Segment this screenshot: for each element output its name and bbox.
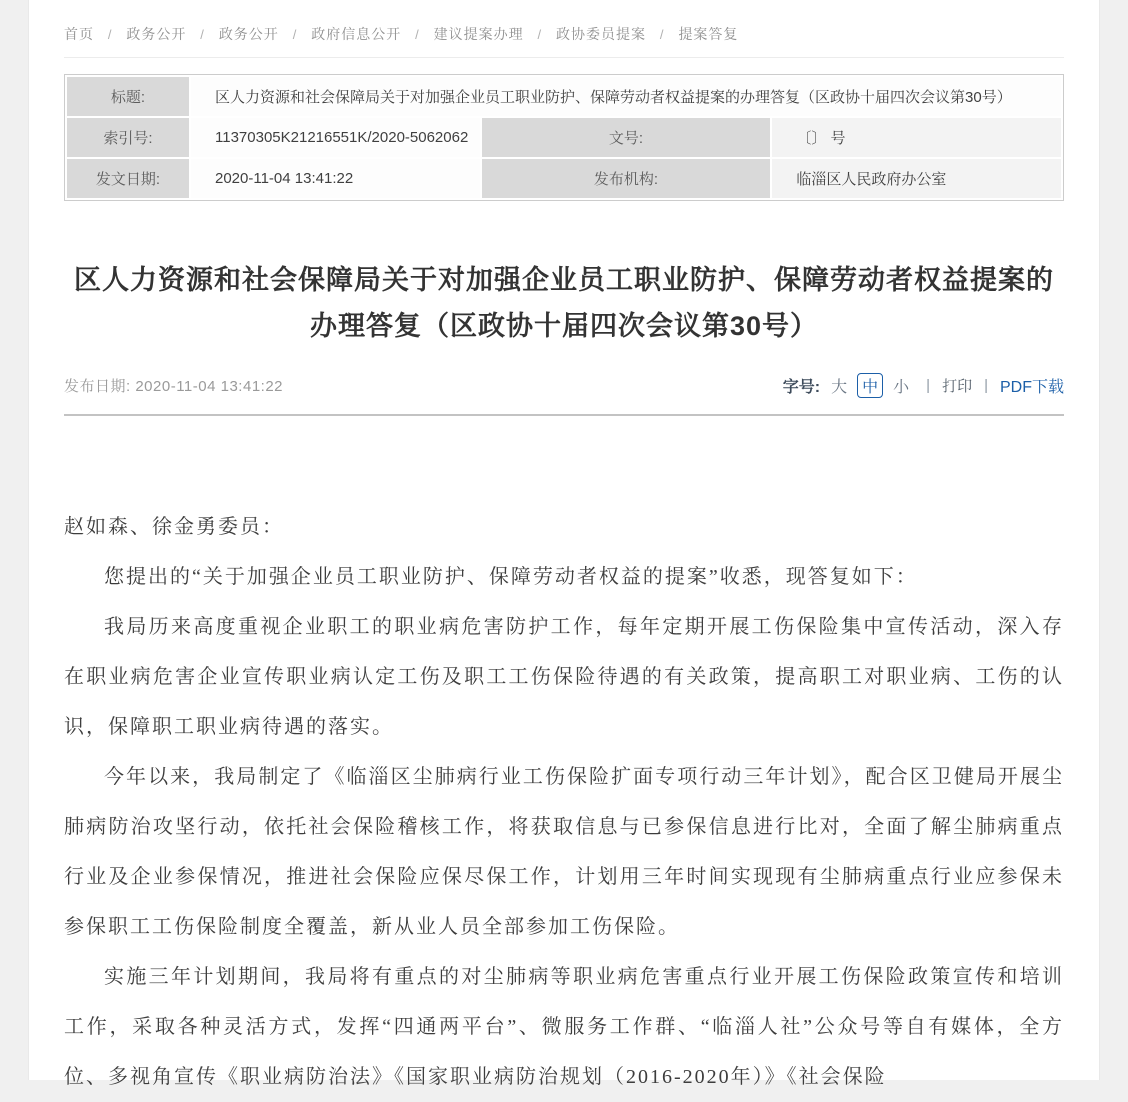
article-paragraph: 赵如森、徐金勇委员：: [64, 516, 284, 538]
meta-title-value: 区人力资源和社会保障局关于对加强企业员工职业防护、保障劳动者权益提案的办理答复（区政协十届四次会议第30号）: [191, 77, 1061, 116]
document-meta-table: [64, 74, 1064, 201]
breadcrumb-separator: /: [537, 27, 543, 42]
meta-row-title: [67, 77, 1061, 116]
font-size-large-button[interactable]: 大: [831, 379, 848, 396]
page-title: 区人力资源和社会保障局关于对加强企业员工职业防护、保障劳动者权益提案的办理答复（区政协十届四次会议第30号）: [74, 265, 1054, 341]
font-size-label: 字号:: [782, 379, 821, 396]
meta-date-value: 2020-11-04 13:41:22: [191, 159, 480, 198]
breadcrumb: [64, 0, 1064, 58]
article-paragraph: 您提出的“关于加强企业员工职业防护、保障劳动者权益的提案”收悉，现答复如下：: [104, 566, 918, 588]
meta-index-value: 11370305K21216551K/2020-5062062: [191, 118, 480, 157]
publish-date: [64, 375, 283, 396]
breadcrumb-link-proposal-reply[interactable]: 提案答复: [678, 26, 739, 42]
breadcrumb-separator: /: [659, 27, 665, 42]
font-size-medium-button[interactable]: 中: [857, 373, 883, 398]
meta-title-label: 标题:: [67, 77, 189, 116]
breadcrumb-separator: /: [292, 27, 298, 42]
font-size-small-button[interactable]: 小: [893, 379, 910, 396]
article-tools: [783, 373, 1064, 398]
print-button[interactable]: 打印: [942, 378, 973, 395]
toolbar-divider: |: [926, 377, 931, 394]
meta-docnum-value: 〔〕 号: [772, 118, 1061, 157]
article-toolbar: [64, 373, 1064, 416]
breadcrumb-link-home[interactable]: 首页: [64, 26, 94, 42]
meta-agency-label: 发布机构:: [482, 159, 771, 198]
breadcrumb-link-gov-info[interactable]: 政府信息公开: [311, 26, 402, 42]
article-paragraph: 实施三年计划期间，我局将有重点的对尘肺病等职业病危害重点行业开展工伤保险政策宣传和培训工作，采取各种灵活方式，发挥“四通两平台”、微服务工作群、“临淄人社”公众号等自有媒体，全方位、多视角宣传《职业病防治法》《国家职业病防治规划（2016-2020年）》《社会保险: [64, 966, 1064, 1088]
breadcrumb-link-gov-open-1[interactable]: 政务公开: [126, 26, 187, 42]
meta-agency-value: 临淄区人民政府办公室: [772, 159, 1061, 198]
breadcrumb-separator: /: [107, 27, 113, 42]
meta-date-label: 发文日期:: [67, 159, 189, 198]
article-body: [64, 502, 1064, 1102]
meta-index-label: 索引号:: [67, 118, 189, 157]
breadcrumb-separator: /: [200, 27, 205, 42]
article-paragraph: 今年以来，我局制定了《临淄区尘肺病行业工伤保险扩面专项行动三年计划》，配合区卫健局开展尘肺病防治攻坚行动，依托社会保险稽核工作，将获取信息与已参保信息进行比对，全面了解尘肺病重点行业及企业参保情况，推进社会保险应保尽保工作，计划用三年时间实现现有尘肺病重点行业应参保未参保职工工伤保险制度全覆盖，新从业人员全部参加工伤保险。: [64, 766, 1064, 938]
meta-docnum-label: 文号:: [482, 118, 771, 157]
breadcrumb-link-gov-open-2[interactable]: 政务公开: [218, 26, 279, 42]
toolbar-divider: |: [984, 377, 988, 394]
meta-row-date: [67, 159, 1061, 198]
publish-date-value: 2020-11-04 13:41:22: [135, 378, 284, 395]
breadcrumb-separator: /: [415, 27, 420, 42]
breadcrumb-link-cppcc-proposals[interactable]: 政协委员提案: [556, 26, 647, 42]
meta-row-index: [67, 118, 1061, 157]
publish-date-label: 发布日期:: [64, 378, 136, 395]
pdf-download-button[interactable]: PDF下载: [999, 379, 1064, 396]
content-container: [28, 0, 1100, 1088]
breadcrumb-link-proposal-handling[interactable]: 建议提案办理: [433, 26, 524, 42]
article-paragraph: 我局历来高度重视企业职工的职业病危害防护工作，每年定期开展工伤保险集中宣传活动，深入存在职业病危害企业宣传职业病认定工伤及职工工伤保险待遇的有关政策，提高职工对职业病、工伤的认识，保障职工职业病待遇的落实。: [64, 616, 1064, 738]
